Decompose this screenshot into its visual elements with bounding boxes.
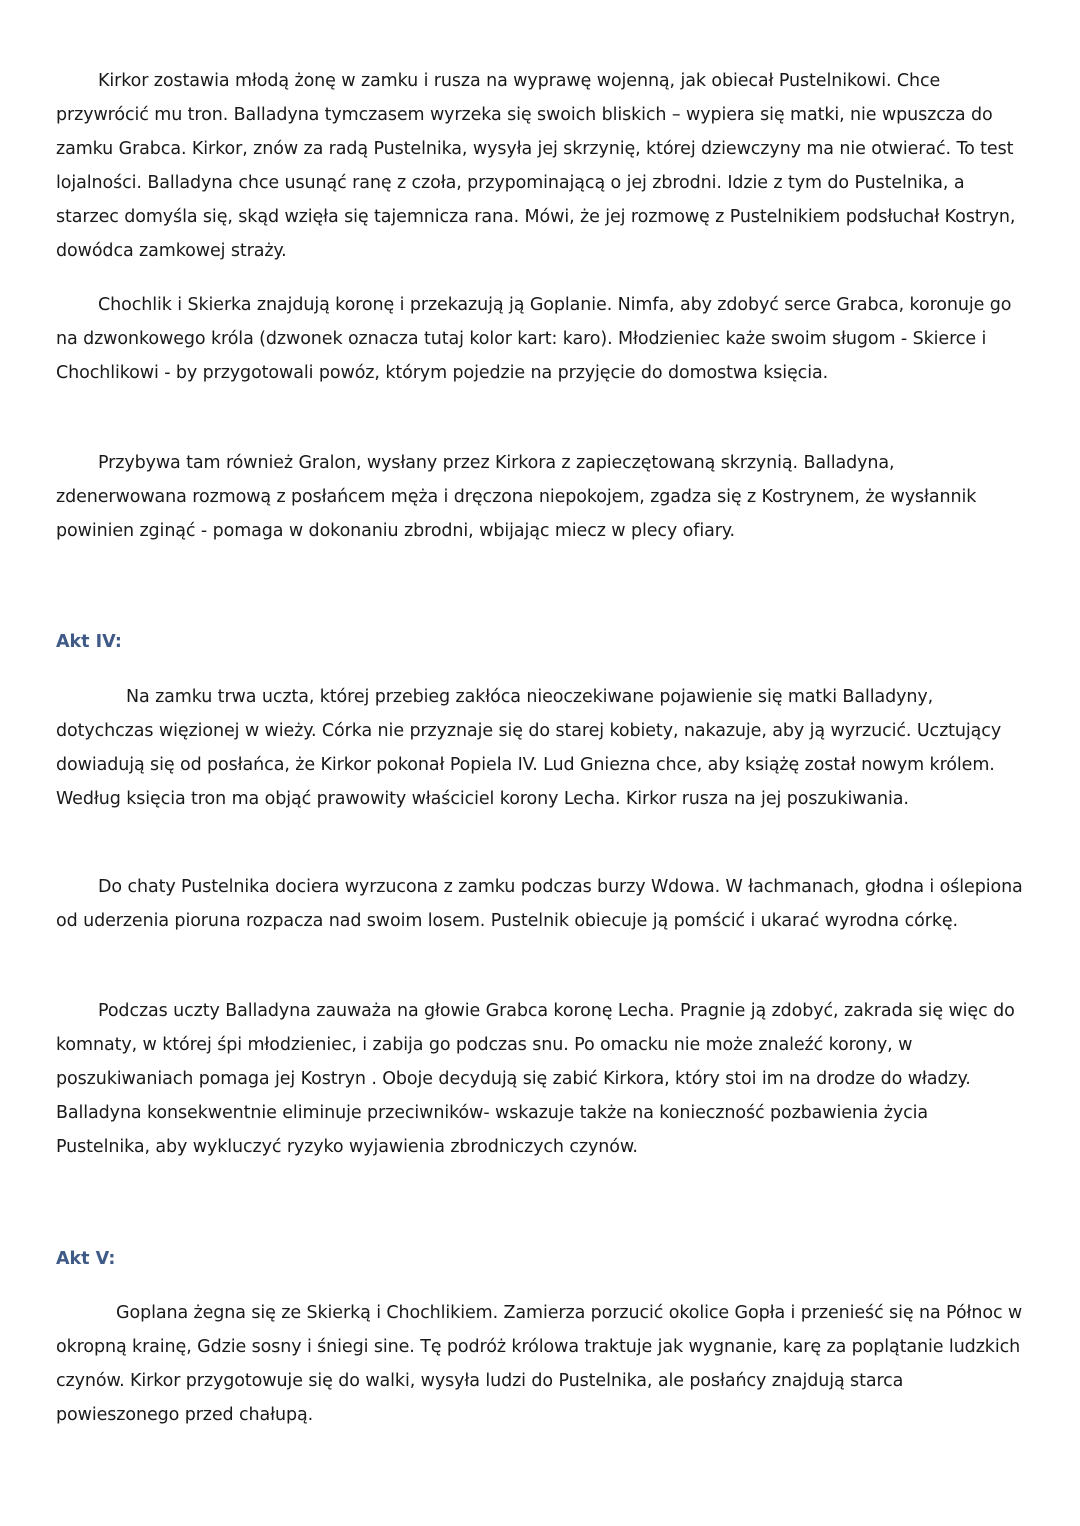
paragraph-act3-3: Przybywa tam również Gralon, wysłany przez Kirkora z zapieczętowaną skrzynią. Balladyna, zdenerwowana rozmową z posłańcem męża i dręczona niepokojem, zgadza się z Kostrynem, że wysłannik powinien zginąć - pomaga w dokonaniu zbrodni, wbijając miecz w plecy ofiary. xyxy=(56,453,977,541)
paragraph-act4-1: Na zamku trwa uczta, której przebieg zakłóca nieoczekiwane pojawienie się matki Balladyny, dotychczas więzionej w wieży. Córka nie przyznaje się do starej kobiety, nakazuje, aby ją wyrzucić. Ucztujący dowiadują się od posłańca, że Kirkor pokonał Popiela IV. Lud Gniezna chce, aby książę został nowym królem. Według księcia tron ma objąć prawowity właściciel korony Lecha. Kirkor rusza na jej poszukiwania. xyxy=(56,687,1002,809)
heading-act4: Akt IV: xyxy=(56,632,122,652)
paragraph-act3-1: Kirkor zostawia młodą żonę w zamku i rusza na wyprawę wojenną, jak obiecał Pustelnikowi. Chce przywrócić mu tron. Balladyna tymczasem wyrzeka się swoich bliskich – wypiera się matki, nie wpuszcza do zamku Grabca. Kirkor, znów za radą Pustelnika, wysyła jej skrzynię, której dziewczyny ma nie otwierać. To test lojalności. Balladyna chce usunąć ranę z czoła, przypominającą o jej zbrodni. Idzie z tym do Pustelnika, a starzec domyśla się, skąd wzięła się tajemnicza rana. Mówi, że jej rozmowę z Pustelnikiem podsłuchał Kostryn, dowódca zamkowej straży. xyxy=(56,71,1016,261)
paragraph-act4-2: Do chaty Pustelnika dociera wyrzucona z zamku podczas burzy Wdowa. W łachmanach, głodna i oślepiona od uderzenia pioruna rozpacza nad swoim losem. Pustelnik obiecuje ją pomścić i ukarać wyrodna córkę. xyxy=(56,877,1023,931)
heading-act5: Akt V: xyxy=(56,1249,116,1269)
paragraph-act5-1: Goplana żegna się ze Skierką i Chochlikiem. Zamierza porzucić okolice Gopła i przenieść się na Północ w okropną krainę, Gdzie sosny i śniegi sine. Tę podróż królowa traktuje jak wygnanie, karę za poplątanie ludzkich czynów. Kirkor przygotowuje się do walki, wysyła ludzi do Pustelnika, ale posłańcy znajdują starca powieszonego przed chałupą. xyxy=(56,1303,1023,1425)
paragraph-act4-3: Podczas uczty Balladyna zauważa na głowie Grabca koronę Lecha. Pragnie ją zdobyć, zakrada się więc do komnaty, w której śpi młodzieniec, i zabija go podczas snu. Po omacku nie może znaleźć korony, w poszukiwaniach pomaga jej Kostryn . Oboje decydują się zabić Kirkora, który stoi im na drodze do władzy. Balladyna konsekwentnie eliminuje przeciwników- wskazuje także na konieczność pozbawienia życia Pustelnika, aby wykluczyć ryzyko wyjawienia zbrodniczych czynów. xyxy=(56,1001,1015,1157)
paragraph-act3-2: Chochlik i Skierka znajdują koronę i przekazują ją Goplanie. Nimfa, aby zdobyć serce Grabca, koronuje go na dzwonkowego króla (dzwonek oznacza tutaj kolor kart: karo). Młodzieniec każe swoim sługom - Skierce i Chochlikowi - by przygotowali powóz, którym pojedzie na przyjęcie do domostwa księcia. xyxy=(56,295,1012,383)
